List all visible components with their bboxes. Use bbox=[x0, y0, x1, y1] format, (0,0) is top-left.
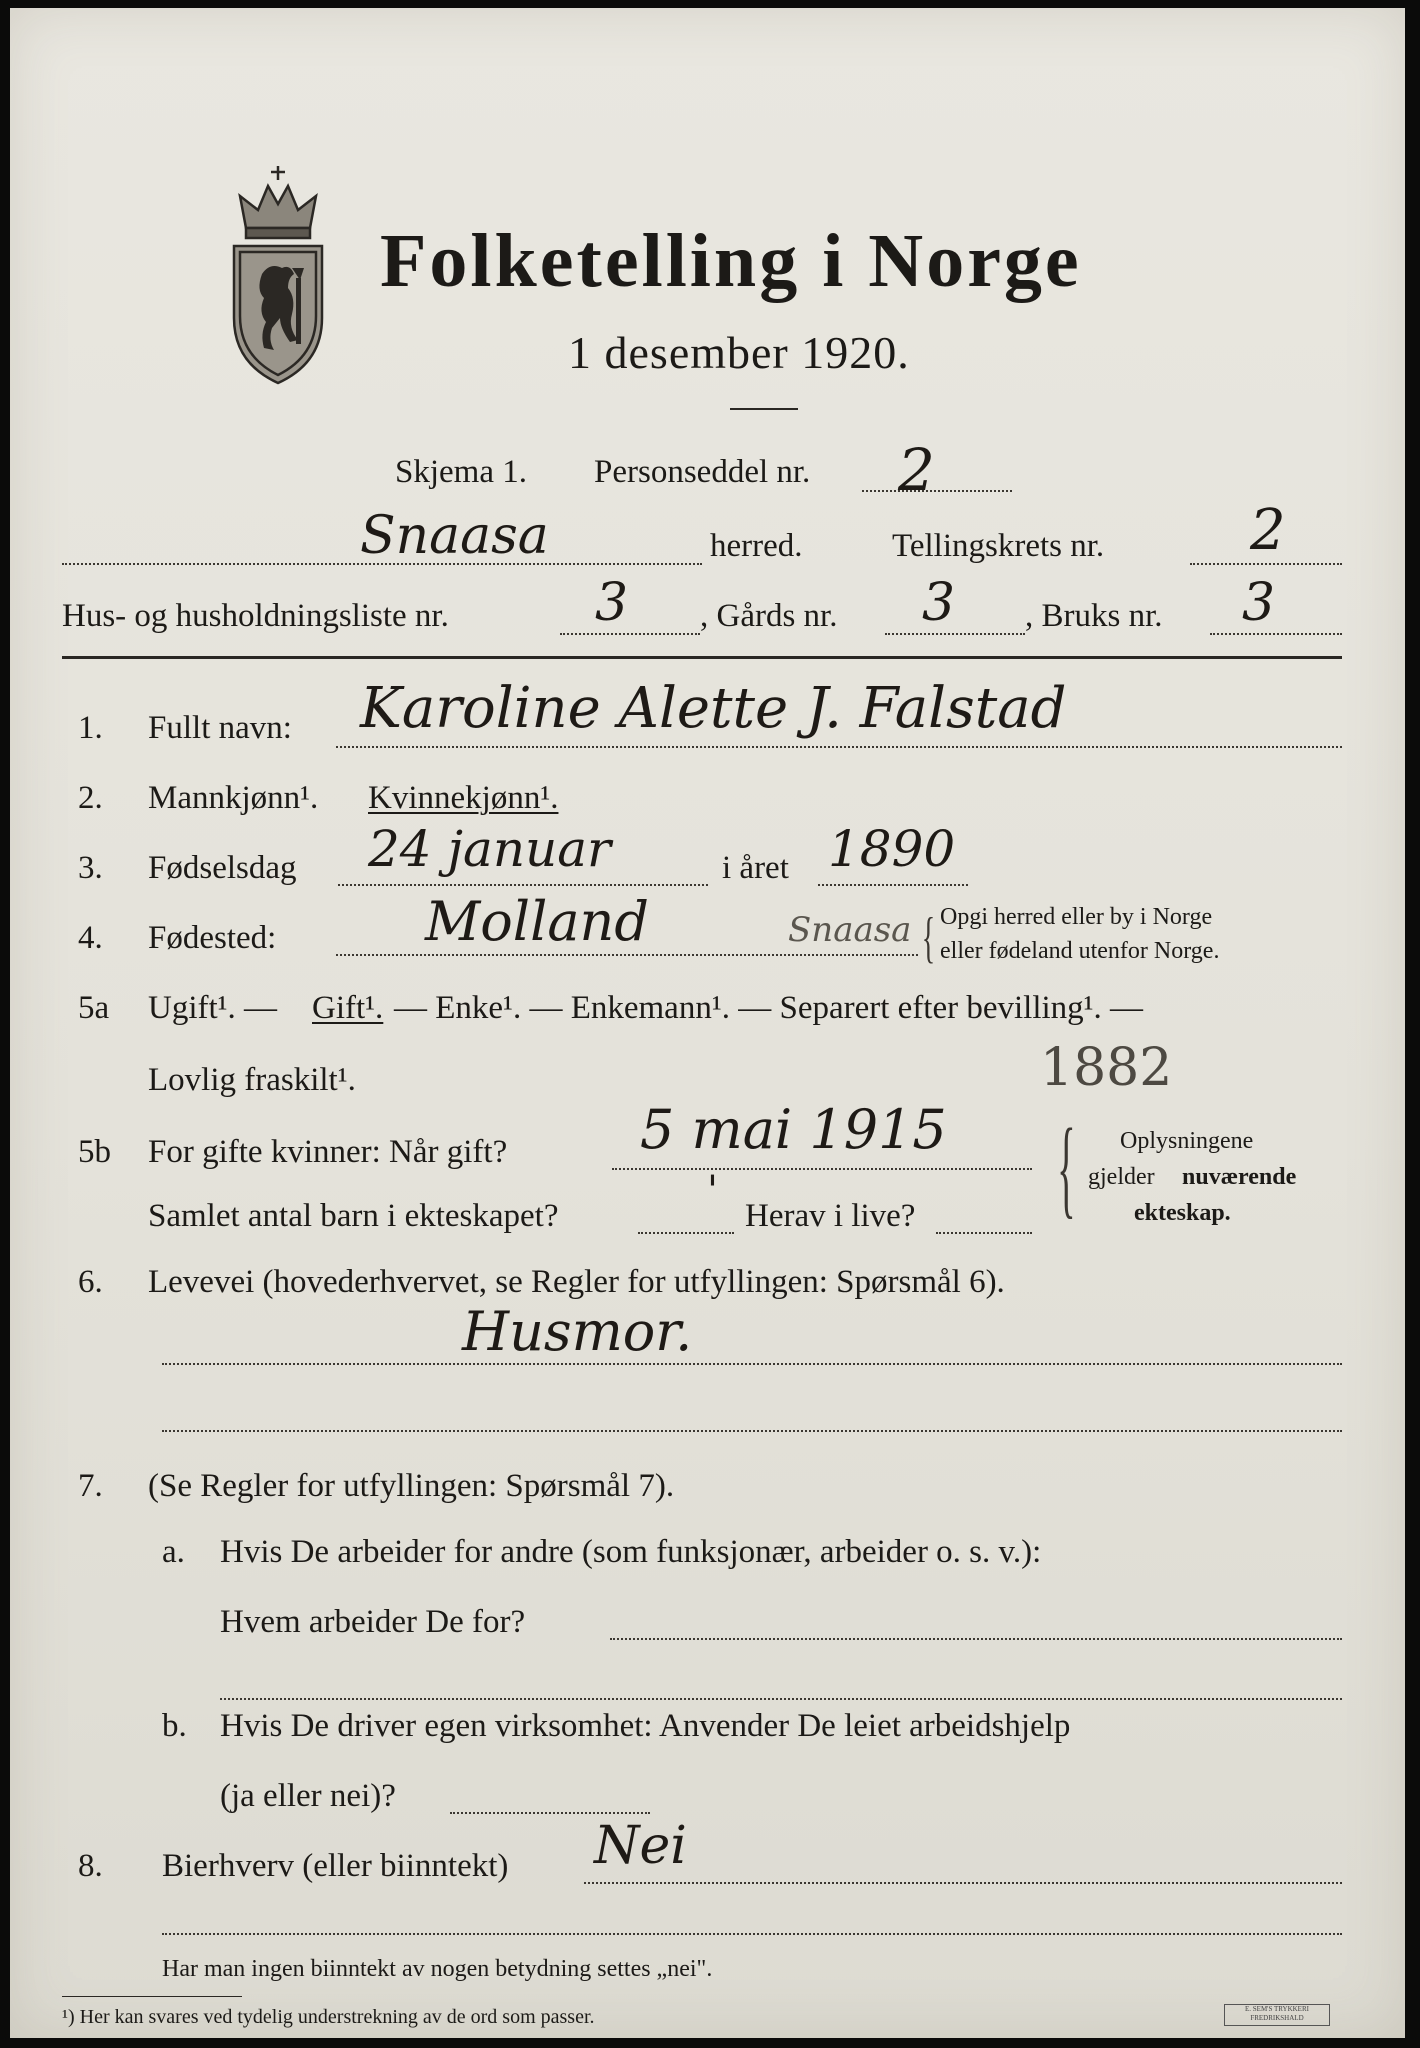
q1-full-name-value: Karoline Alette J. Falstad bbox=[360, 676, 1067, 741]
census-date: 1 desember 1920. bbox=[568, 327, 910, 378]
q6-occupation-value: Husmor. bbox=[462, 1300, 693, 1363]
herred-value: Snaasa bbox=[360, 506, 549, 566]
q7a-letter: a. bbox=[162, 1534, 185, 1570]
q2-number: 2. bbox=[78, 780, 103, 816]
herred-label: herred. bbox=[710, 528, 803, 564]
q5a-other-options: — Enke¹. — Enkemann¹. — Separert efter bevilling¹. — bbox=[394, 990, 1144, 1026]
gards-line bbox=[885, 633, 1025, 635]
q4-label: Fødested: bbox=[148, 920, 277, 956]
q5b-note-line3: ekteskap. bbox=[1134, 1200, 1231, 1226]
q8-number: 8. bbox=[78, 1848, 103, 1884]
q3-line bbox=[338, 884, 708, 886]
tellingskrets-label: Tellingskrets nr. bbox=[892, 528, 1105, 564]
q5b-alive-label: Herav i live? bbox=[745, 1198, 916, 1234]
q7b-label: Hvis De driver egen virksomhet: Anvender De leiet arbeidshjelp bbox=[220, 1708, 1071, 1744]
q6-line1 bbox=[162, 1363, 1342, 1365]
tellingskrets-line bbox=[1190, 563, 1342, 565]
q6-line2 bbox=[162, 1430, 1342, 1432]
bruks-value: 3 bbox=[1242, 573, 1276, 633]
q5b-children-value: ' bbox=[707, 1168, 718, 1214]
title-divider bbox=[730, 408, 798, 410]
personseddel-line bbox=[862, 490, 1012, 492]
q4-note-brace: { bbox=[921, 907, 936, 969]
q3-year-value: 1890 bbox=[828, 820, 956, 878]
q4-birthplace-value: Molland bbox=[425, 890, 649, 953]
q8-line bbox=[584, 1882, 1342, 1884]
q5b-note-line2b: nuværende bbox=[1182, 1164, 1297, 1190]
q1-number: 1. bbox=[78, 710, 103, 746]
q3-number: 3. bbox=[78, 850, 103, 886]
census-form-page bbox=[10, 8, 1405, 2038]
q8-line2 bbox=[162, 1933, 1342, 1935]
personseddel-label: Personseddel nr. bbox=[594, 454, 811, 490]
q4-note-line1: Opgi herred eller by i Norge bbox=[940, 904, 1213, 930]
q3-label: Fødselsdag bbox=[148, 850, 297, 886]
q5b-alive-line bbox=[936, 1232, 1032, 1234]
q1-label: Fullt navn: bbox=[148, 710, 292, 746]
printer-stamp-line2: FREDRIKSHALD bbox=[1250, 2014, 1304, 2022]
q3-year-line bbox=[818, 884, 968, 886]
q4-number: 4. bbox=[78, 920, 103, 956]
personseddel-value: 2 bbox=[898, 436, 935, 504]
form-title: Folketelling i Norge bbox=[380, 219, 1082, 303]
printer-stamp-line1: E. SEM'S TRYKKERI bbox=[1245, 2005, 1309, 2013]
header-rule bbox=[62, 656, 1342, 659]
q7-number: 7. bbox=[78, 1468, 103, 1504]
q7a-line2 bbox=[220, 1698, 1342, 1700]
bruks-label: , Bruks nr. bbox=[1025, 598, 1163, 634]
q8-secondary-income-value: Nei bbox=[594, 1816, 687, 1876]
q7b-letter: b. bbox=[162, 1708, 187, 1744]
q7a-line1 bbox=[610, 1638, 1342, 1640]
printer-stamp bbox=[1224, 2004, 1330, 2026]
q5b-children-line bbox=[638, 1232, 734, 1234]
bruks-line bbox=[1210, 633, 1342, 635]
q4-note-line2: eller fødeland utenfor Norge. bbox=[940, 938, 1220, 964]
q7-label: (Se Regler for utfyllingen: Spørsmål 7). bbox=[148, 1468, 675, 1504]
q6-label: Levevei (hovederhvervet, se Regler for utfyllingen: Spørsmål 6). bbox=[148, 1264, 1005, 1300]
q3-birthday-value: 24 januar bbox=[368, 820, 611, 878]
q4-birthplace-value-2: Snaasa bbox=[788, 910, 912, 950]
q7b-sub-label: (ja eller nei)? bbox=[220, 1778, 396, 1814]
q7a-label: Hvis De arbeider for andre (som funksjonær, arbeider o. s. v.): bbox=[220, 1534, 1042, 1570]
husholdningsliste-label: Hus- og husholdningsliste nr. bbox=[62, 598, 449, 634]
q5b-note-brace: { bbox=[1057, 1106, 1076, 1228]
tellingskrets-value: 2 bbox=[1250, 498, 1286, 563]
q5b-note-line2a: gjelder bbox=[1088, 1164, 1155, 1190]
q1-line bbox=[336, 746, 1342, 748]
q5b-label: For gifte kvinner: Når gift? bbox=[148, 1134, 508, 1170]
q6-number: 6. bbox=[78, 1264, 103, 1300]
q4-line bbox=[336, 954, 918, 956]
norwegian-coat-of-arms-icon bbox=[218, 158, 338, 388]
q5b-line bbox=[612, 1168, 1032, 1170]
footnote-rule bbox=[62, 1996, 242, 1997]
q7b-line bbox=[450, 1812, 650, 1814]
q5a-fraskilt: Lovlig fraskilt¹. bbox=[148, 1062, 356, 1098]
q2-kvinnekjonn-underlined: Kvinnekjønn¹. bbox=[368, 780, 559, 816]
q8-label: Bierhverv (eller biinntekt) bbox=[162, 1848, 509, 1884]
gards-label: , Gårds nr. bbox=[700, 598, 838, 634]
husholdningsliste-value: 3 bbox=[595, 573, 629, 633]
q5b-note-line1: Oplysningene bbox=[1120, 1128, 1254, 1154]
q5b-number: 5b bbox=[78, 1134, 111, 1170]
gards-value: 3 bbox=[922, 573, 956, 633]
q5a-ugift: Ugift¹. — bbox=[148, 990, 278, 1026]
skjema-label: Skjema 1. bbox=[395, 454, 527, 490]
footnote: ¹) Her kan svares ved tydelig understrekning av de ord som passer. bbox=[62, 2006, 595, 2028]
q5b-married-value: 5 mai 1915 bbox=[640, 1098, 947, 1161]
q5a-gift-underlined: Gift¹. bbox=[312, 990, 384, 1026]
footer-note: Har man ingen biinntekt av nogen betydning settes „nei". bbox=[162, 1956, 713, 1982]
q5b-children-label: Samlet antal barn i ekteskapet? bbox=[148, 1198, 559, 1234]
q5a-number: 5a bbox=[78, 990, 110, 1026]
q5a-margin-note: 1882 bbox=[1040, 1038, 1173, 1098]
q2-mannkjonn: Mannkjønn¹. bbox=[148, 780, 319, 816]
q3-year-label: i året bbox=[722, 850, 789, 886]
q7a-sub-label: Hvem arbeider De for? bbox=[220, 1604, 526, 1640]
husholdningsliste-line bbox=[560, 633, 700, 635]
